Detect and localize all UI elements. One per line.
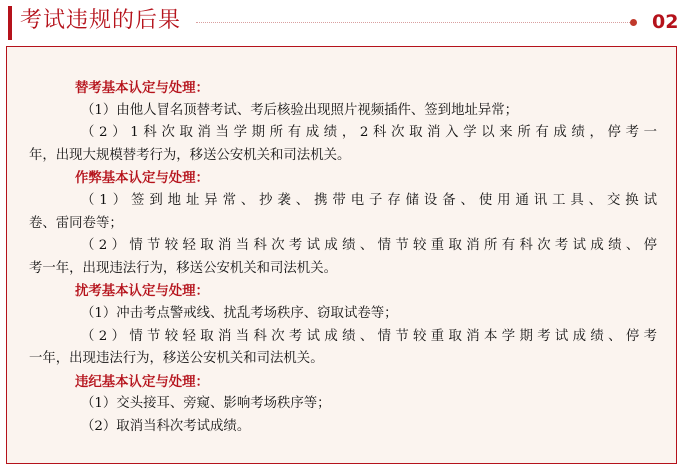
rule-line: 考一年，出现违法行为，移送公安机关和司法机关。 (29, 260, 337, 276)
section-heading-impersonation: 替考基本认定与处理： (75, 80, 209, 96)
rule-line: （2）情节较轻取消当科次考试成绩、情节较重取消本学期考试成绩、停考 (81, 328, 657, 344)
rule-line: （2）1科次取消当学期所有成绩，2科次取消入学以来所有成绩，停考一 (81, 125, 657, 141)
section-heading-cheating: 作弊基本认定与处理： (75, 170, 209, 187)
rule-line: 卷、雷同卷等； (29, 215, 123, 231)
header-divider (196, 22, 634, 23)
rule-line: 年，出现大规模替考行为，移送公安机关和司法机关。 (29, 147, 351, 163)
section-header (0, 0, 687, 40)
page-title: 考试违规的后果 (20, 8, 182, 33)
rule-line: （2）取消当科次考试成绩。 (81, 418, 251, 434)
rule-line: （1）签到地址异常、抄袭、携带电子存储设备、使用通讯工具、交换试 (81, 192, 657, 208)
rule-line: （1）由他人冒名顶替考试、考后核验出现照片视频插件、签到地址异常； (81, 102, 519, 118)
content-body (29, 77, 657, 439)
content-panel (6, 46, 677, 464)
header-accent-bar (8, 6, 12, 40)
divider-dot-icon (630, 19, 637, 26)
section-heading-disruption: 扰考基本认定与处理： (75, 283, 209, 300)
rule-line: （1）冲击考点警戒线、扰乱考场秩序、窃取试卷等； (81, 305, 398, 321)
section-number: 02 (652, 11, 679, 33)
rule-line: 一年，出现违法行为，移送公安机关和司法机关。 (29, 351, 324, 367)
rule-line: （1）交头接耳、旁窥、影响考场秩序等； (81, 396, 331, 412)
section-heading-misconduct: 违纪基本认定与处理： (75, 373, 209, 390)
rule-line: （2）情节较轻取消当科次考试成绩、情节较重取消所有科次考试成绩、停 (81, 238, 657, 254)
